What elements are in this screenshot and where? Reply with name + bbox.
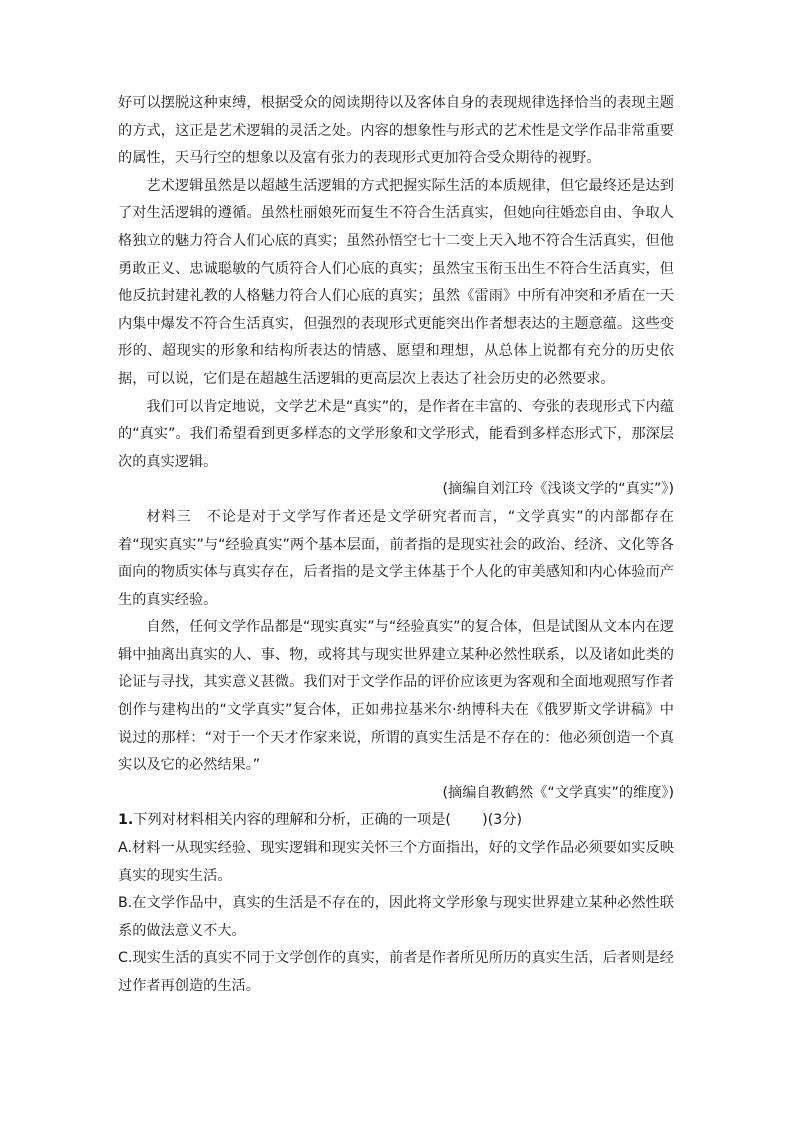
passage-paragraph-2: 艺术逻辑虽然是以超越生活逻辑的方式把握实际生活的本质规律，但它最终还是达到了对生活逻辑的遵循。虽然杜丽娘死而复生不符合生活真实，但她向往婚恋自由、争取人格独立的魅力符合人们心底的真实；虽然孙悟空七十二变上天入地不符合生活真实，但他勇敢正义、忠诚聪敏的气质符合人们心底的真实；虽然宝玉衔玉出生不符合生活真实，但他反抗封建礼教的人格魅力符合人们心底的真实；虽然《雷雨》中所有冲突和矛盾在一天内集中爆发不符合生活真实，但强烈的表现形式更能突出作者想表达的主题意蕴。这些变形的、超现实的形象和结构所表达的情感、愿望和理想，从总体上说都有充分的历史依据，可以说，它们是在超越生活逻辑的更高层次上表达了社会历史的必然要求。 bbox=[118, 177, 674, 387]
option-b: B.在文学作品中，真实的生活是不存在的，因此将文学形象与现实世界建立某种必然性联系的做法意义不大。 bbox=[118, 895, 674, 939]
passage-paragraph-3: 我们可以肯定地说，文学艺术是“真实”的，是作者在丰富的、夸张的表现形式下内蕴的“真实”。我们希望看到更多样态的文学形象和文学形式，能看到多样态形式下，那深层次的真实逻辑。 bbox=[118, 398, 674, 470]
option-a: A.材料一从现实经验、现实逻辑和现实关怀三个方面指出，好的文学作品必须要如实反映真实的现实生活。 bbox=[118, 840, 674, 884]
material-three-paragraph: 材料三 不论是对于文学写作者还是文学研究者而言，“文学真实”的内部都存在着“现实真实”与“经验真实”两个基本层面，前者指的是现实社会的政治、经济、文化等各面向的物质实体与真实存在，后者指的是文学主体基于个人化的审美感知和内心体验而产生的真实经验。 bbox=[118, 508, 674, 608]
source-citation-1: (摘编自刘江玲《浅谈文学的“真实”》) bbox=[442, 481, 674, 498]
passage-paragraph-1: 好可以摆脱这种束缚，根据受众的阅读期待以及客体自身的表现规律选择恰当的表现主题的方式，这正是艺术逻辑的灵活之处。内容的想象性与形式的艺术性是文学作品非常重要的属性，天马行空的想象以及富有张力的表现形式更加符合受众期待的视野。 bbox=[118, 95, 674, 167]
question-stem-text: 下列对材料相关内容的理解和分析，正确的一项是( bbox=[133, 812, 451, 829]
option-c: C.现实生活的真实不同于文学创作的真实，前者是作者所见所历的真实生活，后者则是经过作者再创造的生活。 bbox=[118, 950, 674, 994]
source-citation-2: (摘编自教鹤然《“文学真实”的维度》) bbox=[442, 784, 674, 801]
question-score: )(3分) bbox=[482, 812, 522, 829]
passage-paragraph-5: 自然，任何文学作品都是“现实真实”与“经验真实”的复合体，但是试图从文本内在逻辑中抽离出真实的人、事、物，或将其与现实世界建立某种必然性联系，以及诸如此类的论证与寻找，其实意义甚微。我们对于文学作品的评价应该更为客观和全面地观照写作者创作与建构出的“文学真实”复合体，正如弗拉基米尔·纳博科夫在《俄罗斯文学讲稿》中说过的那样：“对于一个天才作家来说，所谓的真实生活是不存在的：他必须创造一个真实以及它的必然结果。” bbox=[118, 619, 674, 774]
question-stem bbox=[118, 807, 674, 835]
question-number: 1. bbox=[118, 812, 134, 829]
document-page bbox=[118, 90, 674, 1001]
